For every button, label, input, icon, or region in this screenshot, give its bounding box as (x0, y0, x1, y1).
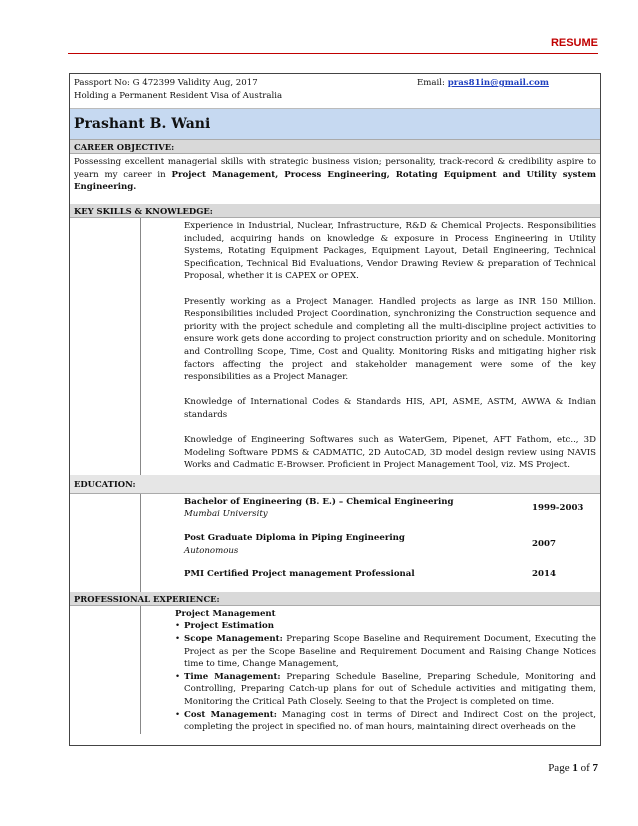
section-title-objective: CAREER OBJECTIVE: (70, 140, 600, 154)
list-item (175, 620, 596, 633)
header-rule (68, 53, 598, 54)
experience-row (70, 606, 600, 734)
skills-body (141, 218, 600, 475)
skills-paragraph: Knowledge of International Codes & Standards HIS, API, ASME, ASTM, AWWA & Indian standards (184, 397, 596, 420)
institution: Autonomous (184, 545, 239, 556)
section-title-experience: PROFESSIONAL EXPERIENCE: (70, 592, 600, 606)
experience-body (141, 606, 600, 734)
bullet-head: Project Estimation (184, 621, 274, 632)
education-body (141, 494, 600, 592)
section-title-skills: KEY SKILLS & KNOWLEDGE: (70, 204, 600, 218)
page-current: 1 (572, 762, 578, 774)
skills-paragraph: Presently working as a Project Manager. Handled projects as large as INR 150 Million. Responsibilities included Project Coordination, synchronizing the Construction sequence and priority with the project schedule and completing all the multi-discipline project activities to ensure work gets done according to project construction priority and on schedule. Monitoring and Controlling Scope, Time, Cost and Quality. Monitoring Risks and mitigating higher risk factors affecting the project and stakeholder management were some of the key responsibilities as a Project Manager. (184, 296, 596, 383)
resume-header: RESUME (550, 37, 598, 49)
education-year: 2007 (532, 539, 556, 550)
resume-frame (69, 73, 601, 746)
bullet-head: Time Management: (184, 671, 281, 682)
education-item (184, 496, 600, 521)
education-year: 2014 (532, 569, 556, 580)
bullet-text: Managing cost in terms of Direct and Indirect Cost on the project, completing the project in specified no. of man hours, maintaining direct overheads on the (184, 709, 596, 733)
page-prefix: Page (548, 762, 573, 774)
education-year: 1999-2003 (532, 502, 584, 513)
experience-gutter (70, 606, 141, 734)
education-row (70, 494, 600, 592)
skills-paragraph: Knowledge of Engineering Softwares such as WaterGem, Pipenet, AFT Fathom, etc.., 3D Modeling Software PDMS & CADMATIC, 2D AutoCAD, 3D model design review using NAVIS Works and Cadmatic E-Browser. Proficient in Project Management Tool, viz. MS Project. (184, 435, 596, 471)
objective-bold: Project Management, Process Engineering, Rotating Equipment and Utility system Engineering. (74, 169, 597, 193)
list-item (175, 709, 596, 734)
list-item (175, 671, 596, 709)
education-item (184, 568, 600, 581)
skills-gutter (70, 218, 141, 475)
objective-text (70, 154, 600, 204)
bullet-text: Preparing Scope Baseline and Requirement Document, Executing the Project as per the Scope Baseline and Requirement Document and Raising Change Notices time to time, Change Management, (184, 634, 596, 670)
education-gutter (70, 494, 141, 592)
page-of: of (577, 762, 593, 774)
degree-title: Bachelor of Engineering (B. E.) – Chemical Engineering (184, 496, 454, 507)
candidate-name: Prashant B. Wani (70, 109, 600, 140)
objective-plain: Possessing excellent managerial skills with strategic business vision; personality, track-record & credibility aspire to yearn my career in (74, 157, 596, 180)
degree-title: Post Graduate Diploma in Piping Engineering (184, 533, 405, 544)
passport-line: Passport No: G 472399 Validity Aug, 2017 (74, 78, 258, 88)
email-label: Email: (417, 78, 445, 88)
institution: Mumbai University (184, 509, 268, 520)
experience-role: Project Management (175, 608, 276, 619)
bullet-head: Cost Management: (184, 709, 277, 720)
visa-line: Holding a Permanent Resident Visa of Australia (74, 90, 283, 101)
degree-title: PMI Certified Project management Professional (184, 569, 415, 580)
contact-block (70, 74, 600, 109)
skills-row (70, 218, 600, 475)
bullet-text: Preparing Schedule Baseline, Preparing Schedule, Monitoring and Controlling, Preparing Catch-up plans for out of Schedule activities and mitigating them, Monitoring the Critical Path Closely. Seeing to that the Project is completed on time. (184, 671, 596, 707)
bullet-head: Scope Management: (184, 634, 283, 645)
email-link[interactable]: pras81in@gmail.com (447, 78, 549, 88)
list-item (175, 633, 596, 671)
education-item (184, 532, 600, 557)
section-title-education: EDUCATION: (70, 475, 600, 494)
email-line (417, 77, 549, 90)
page-number (548, 762, 598, 774)
experience-bullets (175, 620, 596, 733)
page-total: 7 (592, 762, 598, 774)
skills-paragraph: Experience in Industrial, Nuclear, Infrastructure, R&D & Chemical Projects. Responsibilities included, acquiring hands on knowledge & exposure in Process Engineering in Utility Systems, Rotating Equipment Packages, Equipment Layout, Detail Engineering, Technical Specification, Technical Bid Evaluations, Vendor Drawing Review & preparation of Technical Proposal, whether it is CAPEX or OPEX. (184, 221, 596, 282)
